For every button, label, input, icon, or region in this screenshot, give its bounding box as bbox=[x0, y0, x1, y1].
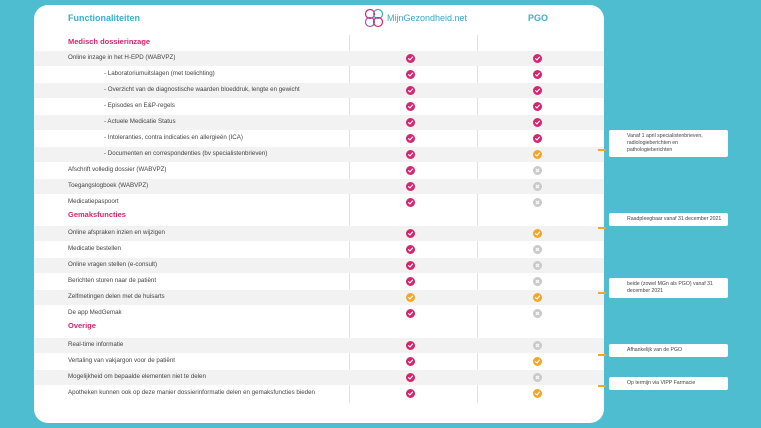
note-pharmacies: Op termijn via VIPP Farmacie bbox=[609, 377, 728, 390]
cross-icon bbox=[533, 341, 542, 350]
row-label: - Documenten en correspondenties (bv specialistenbrieven) bbox=[104, 150, 268, 157]
check-icon bbox=[406, 102, 415, 111]
note-translation: Afhankelijk van de PGO bbox=[609, 344, 728, 357]
check-icon bbox=[533, 150, 542, 159]
section-gemaksfuncties: Gemaksfuncties bbox=[68, 210, 126, 219]
note-self-measurements: beide (zowel MGn als PGO) vanaf 31 december 2021 bbox=[609, 278, 728, 298]
row-label: Medicatiepaspoort bbox=[68, 198, 119, 205]
note-appointments: Raadpleegbaar vanaf 31 december 2021 bbox=[609, 213, 728, 226]
cross-icon bbox=[533, 309, 542, 318]
check-icon bbox=[406, 309, 415, 318]
table-row bbox=[34, 274, 604, 289]
row-label: Online vragen stellen (e-consult) bbox=[68, 261, 158, 268]
row-label: - Episodes en E&P-regels bbox=[104, 102, 175, 109]
check-icon bbox=[406, 373, 415, 382]
row-label: Online afspraken inzien en wijzigen bbox=[68, 229, 165, 236]
check-icon bbox=[533, 54, 542, 63]
check-icon bbox=[533, 293, 542, 302]
table-row bbox=[34, 338, 604, 353]
table-row bbox=[34, 242, 604, 257]
row-label: Apotheken kunnen ook op deze manier dossierinformatie delen en gemaksfuncties bieden bbox=[68, 389, 315, 396]
row-label: Medicatie bestellen bbox=[68, 245, 121, 252]
check-icon bbox=[406, 357, 415, 366]
check-icon bbox=[406, 245, 415, 254]
table-row bbox=[34, 147, 604, 162]
table-row bbox=[34, 195, 604, 210]
row-label: Zelfmetingen delen met de huisarts bbox=[68, 293, 165, 300]
table-row bbox=[34, 131, 604, 146]
row-label: - Actuele Medicatie Status bbox=[104, 118, 176, 125]
cross-icon bbox=[533, 182, 542, 191]
pgo-header: PGO bbox=[528, 13, 549, 23]
table-row bbox=[34, 370, 604, 385]
check-icon bbox=[533, 118, 542, 127]
table-row bbox=[34, 99, 604, 114]
check-icon bbox=[533, 86, 542, 95]
table-row bbox=[34, 258, 604, 273]
check-icon bbox=[406, 150, 415, 159]
row-label: Afschrift volledig dossier (WABVPZ) bbox=[68, 166, 167, 173]
functionaliteiten-header: Functionaliteiten bbox=[68, 13, 140, 23]
check-icon bbox=[406, 198, 415, 207]
row-label: Berichten sturen naar de patiënt bbox=[68, 277, 157, 284]
check-icon bbox=[406, 54, 415, 63]
row-label: - Overzicht van de diagnostische waarden bloeddruk, lengte en gewicht bbox=[104, 86, 300, 93]
check-icon bbox=[406, 70, 415, 79]
table-row bbox=[34, 115, 604, 130]
check-icon bbox=[406, 166, 415, 175]
cross-icon bbox=[533, 166, 542, 175]
row-label: - Laboratoriumuitslagen (met toelichting) bbox=[104, 70, 215, 77]
row-label: Mogelijkheid om bepaalde elementen niet te delen bbox=[68, 373, 206, 380]
check-icon bbox=[406, 293, 415, 302]
check-icon bbox=[406, 341, 415, 350]
check-icon bbox=[406, 86, 415, 95]
row-label: Online inzage in het H-EPD (WABVPZ) bbox=[68, 54, 176, 61]
check-icon bbox=[533, 389, 542, 398]
check-icon bbox=[533, 229, 542, 238]
check-icon bbox=[406, 389, 415, 398]
table-row bbox=[34, 179, 604, 194]
table-row bbox=[34, 83, 604, 98]
cross-icon bbox=[533, 198, 542, 207]
check-icon bbox=[406, 261, 415, 270]
table-row bbox=[34, 354, 604, 369]
row-label: De app MedGemak bbox=[68, 309, 122, 316]
row-label: Toegangslogboek (WABVPZ) bbox=[68, 182, 149, 189]
section-overige: Overige bbox=[68, 321, 96, 330]
check-icon bbox=[533, 70, 542, 79]
cross-icon bbox=[533, 245, 542, 254]
table-row bbox=[34, 51, 604, 66]
cross-icon bbox=[533, 373, 542, 382]
comparison-card bbox=[34, 5, 604, 423]
table-row bbox=[34, 163, 604, 178]
check-icon bbox=[406, 134, 415, 143]
note-specialist-letters: Vanaf 1 april specialistenbrieven, radiologieberichten en pathologieberichten bbox=[609, 130, 728, 157]
check-icon bbox=[406, 118, 415, 127]
logo-text: MijnGezondheid.net bbox=[387, 13, 468, 23]
mijngezondheid-logo bbox=[364, 8, 467, 28]
table-row bbox=[34, 226, 604, 241]
check-icon bbox=[533, 134, 542, 143]
section-medisch-dossierinzage: Medisch dossierinzage bbox=[68, 37, 151, 46]
row-label: Vertaling van vakjargon voor de patiënt bbox=[68, 357, 175, 364]
check-icon bbox=[406, 277, 415, 286]
table-header bbox=[34, 5, 604, 33]
logo-icon bbox=[364, 8, 384, 28]
check-icon bbox=[533, 357, 542, 366]
cross-icon bbox=[533, 261, 542, 270]
check-icon bbox=[533, 102, 542, 111]
table-row bbox=[34, 386, 604, 401]
cross-icon bbox=[533, 277, 542, 286]
table-row bbox=[34, 67, 604, 82]
row-label: Real-time informatie bbox=[68, 341, 124, 348]
check-icon bbox=[406, 229, 415, 238]
check-icon bbox=[406, 182, 415, 191]
table-row bbox=[34, 290, 604, 305]
table-row bbox=[34, 306, 604, 321]
row-label: - Intoleranties, contra indicaties en allergieën (ICA) bbox=[104, 134, 243, 141]
